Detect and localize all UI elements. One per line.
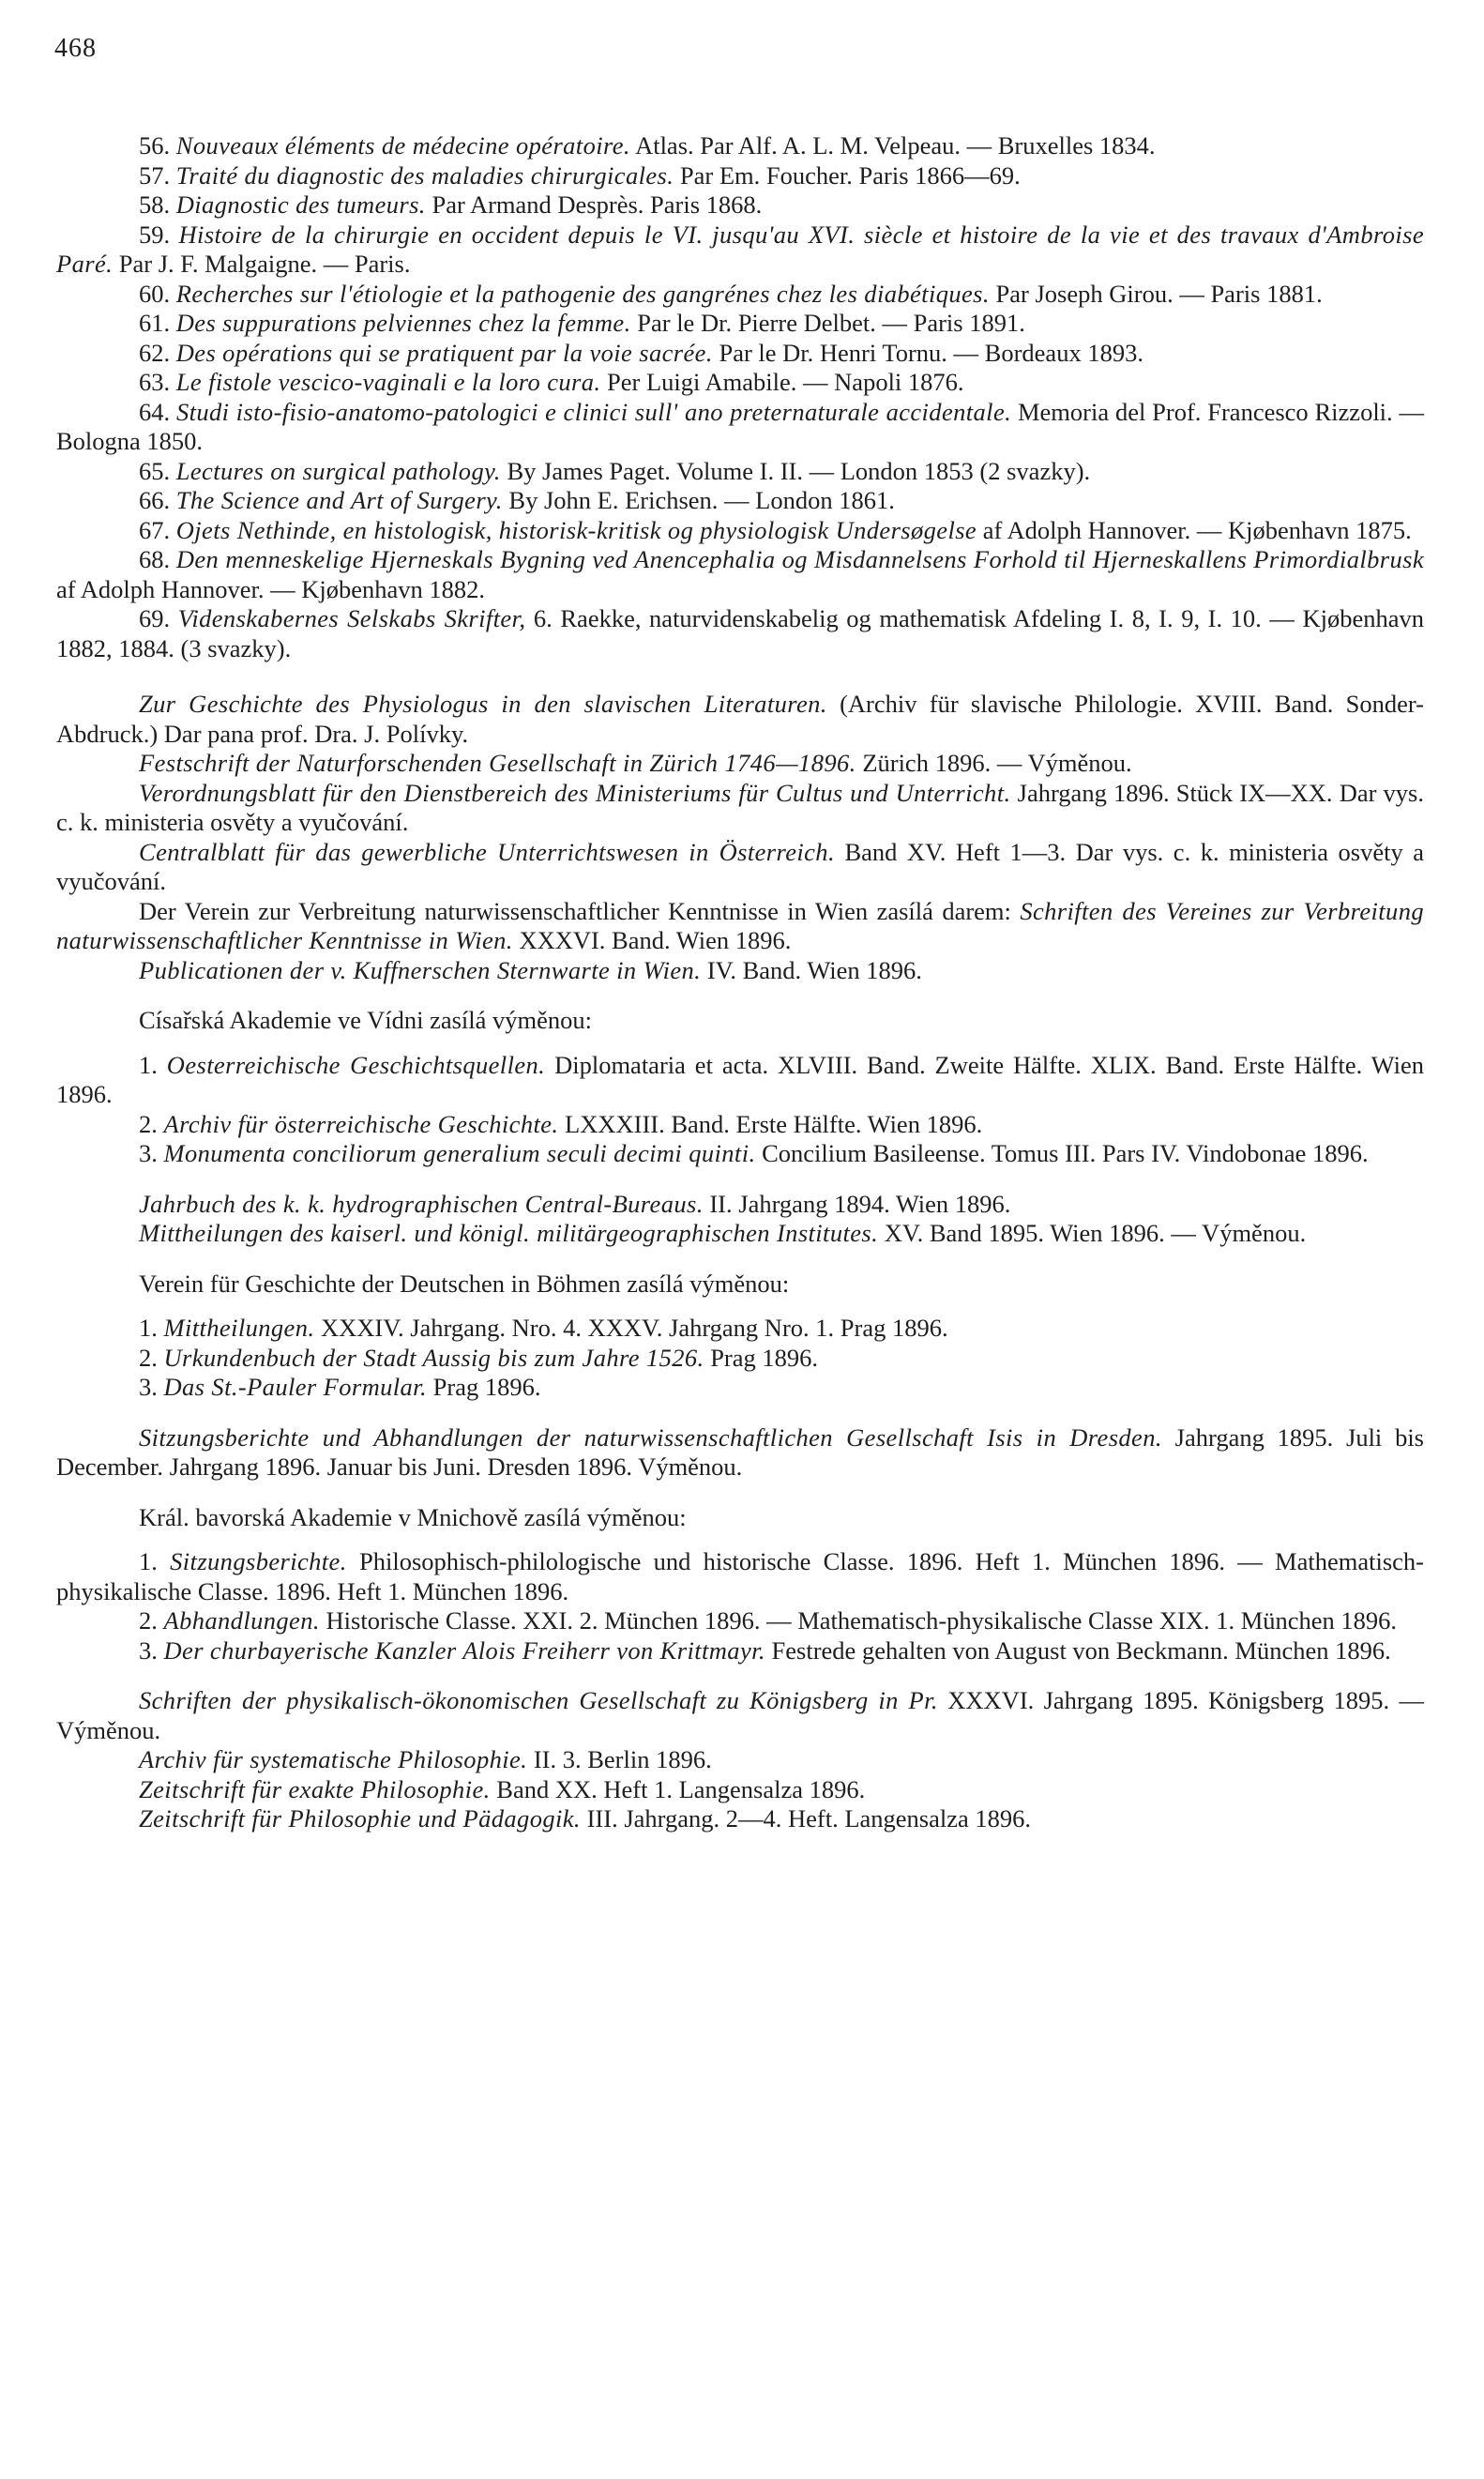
list-item: 61. Des suppurations pelviennes chez la femme. Par le Dr. Pierre Delbet. — Paris 1891. bbox=[139, 309, 1025, 337]
list-item: 1. Mittheilungen. XXXIV. Jahrgang. Nro. 4. XXXV. Jahrgang Nro. 1. Prag 1896. bbox=[139, 1314, 948, 1342]
list-item: 60. Recherches sur l'étiologie et la pathogenie des gangrénes chez les diabétiques. Par Joseph Girou. — Paris 1881. bbox=[139, 279, 1323, 308]
section-items bbox=[56, 1547, 1424, 1665]
list-item: 66. The Science and Art of Surgery. By John E. Erichsen. — London 1861. bbox=[139, 486, 895, 514]
list-item: Der Verein zur Verbreitung naturwissenschaftlicher Kenntnisse in Wien zasílá darem: Schriften des Vereines zur Verbreitung naturwissenschaftlicher Kenntnisse in Wien. XXXVI. Band. Wien 1896. bbox=[56, 896, 1424, 954]
isis-section bbox=[56, 1423, 1424, 1483]
periodicals-block-3 bbox=[56, 1686, 1424, 1834]
list-item: Zur Geschichte des Physiologus in den slavischen Literaturen. (Archiv für slavische Philologie. XVIII. Band. Sonder-Abdruck.) Dar pana prof. Dra. J. Polívky. bbox=[56, 690, 1424, 748]
section-heading: Císařská Akademie ve Vídni zasílá výměnou: bbox=[139, 1006, 593, 1034]
list-item: 67. Ojets Nethinde, en histologisk, historisk-kritisk og physiologisk Undersøgelse af Adolph Hannover. — Kjøbenhavn 1875. bbox=[139, 515, 1412, 544]
section-items bbox=[56, 1051, 1424, 1169]
section-heading: Král. bavorská Akademie v Mnichově zasílá výměnou: bbox=[139, 1502, 687, 1531]
list-item: 56. Nouveaux éléments de médecine opératoire. Atlas. Par Alf. A. L. M. Velpeau. — Bruxelles 1834. bbox=[139, 131, 1156, 160]
list-item: 2. Abhandlungen. Historische Classe. XXI. 2. München 1896. — Mathematisch-physikalische Classe XIX. 1. München 1896. bbox=[139, 1606, 1398, 1635]
page-number: 468 bbox=[54, 34, 97, 63]
list-item: Archiv für systematische Philosophie. II. 3. Berlin 1896. bbox=[139, 1745, 712, 1773]
list-item: Festschrift der Naturforschenden Gesellschaft in Zürich 1746—1896. Zürich 1896. — Výměnou. bbox=[139, 749, 1132, 777]
list-item: 59. Histoire de la chirurgie en occident depuis le VI. jusqu'au XVI. siècle et histoire de la vie et des travaux d'Ambroise Paré. Par J. F. Malgaigne. — Paris. bbox=[56, 220, 1424, 278]
list-item: 3. Der churbayerische Kanzler Alois Freiherr von Krittmayr. Festrede gehalten von August von Beckmann. München 1896. bbox=[139, 1635, 1391, 1665]
periodicals-block-2 bbox=[56, 1190, 1424, 1249]
list-item: Verordnungsblatt für den Dienstbereich des Ministeriums für Cultus und Unterricht. Jahrgang 1896. Stück IX—XX. Dar vys. c. k. ministeria osvěty a vyučování. bbox=[56, 778, 1424, 836]
munich-academy-section bbox=[56, 1503, 1424, 1666]
numbered-entries bbox=[56, 131, 1424, 663]
list-item: 65. Lectures on surgical pathology. By James Paget. Volume I. II. — London 1853 (2 svazky). bbox=[139, 456, 1091, 485]
list-item: Publicationen der v. Kuffnerschen Sternwarte in Wien. IV. Band. Wien 1896. bbox=[139, 955, 922, 984]
list-item: 62. Des opérations qui se pratiquent par la voie sacrée. Par le Dr. Henri Tornu. — Bordeaux 1893. bbox=[139, 338, 1143, 367]
list-item: 1. Oesterreichische Geschichtsquellen. Diplomataria et acta. XLVIII. Band. Zweite Hälfte. XLIX. Band. Erste Hälfte. Wien 1896. bbox=[56, 1050, 1425, 1108]
list-item: 57. Traité du diagnostic des maladies chirurgicales. Par Em. Foucher. Paris 1866—69. bbox=[139, 160, 1021, 190]
periodicals-block-1 bbox=[56, 690, 1424, 985]
list-item: Jahrbuch des k. k. hydrographischen Central-Bureaus. II. Jahrgang 1894. Wien 1896. bbox=[139, 1189, 1011, 1218]
list-item: Mittheilungen des kaiserl. und königl. militärgeographischen Institutes. XV. Band 1895. Wien 1896. — Výměnou. bbox=[139, 1219, 1307, 1247]
list-item: Zeitschrift für Philosophie und Pädagogik. III. Jahrgang. 2—4. Heft. Langensalza 1896. bbox=[139, 1804, 1032, 1833]
list-item: Sitzungsberichte und Abhandlungen der naturwissenschaftlichen Gesellschaft Isis in Dresden. Jahrgang 1895. Juli bis December. Jahrgang 1896. Januar bis Juni. Dresden 1896. Výměnou. bbox=[56, 1422, 1424, 1481]
list-item: 63. Le fistole vescico-vaginali e la loro cura. Per Luigi Amabile. — Napoli 1876. bbox=[139, 368, 964, 396]
list-item: Zeitschrift für exakte Philosophie. Band XX. Heft 1. Langensalza 1896. bbox=[139, 1774, 866, 1803]
document-body bbox=[56, 131, 1424, 1834]
vienna-academy-section bbox=[56, 1006, 1424, 1169]
section-heading: Verein für Geschichte der Deutschen in Böhmen zasílá výměnou: bbox=[139, 1269, 790, 1298]
list-item: Centralblatt für das gewerbliche Unterrichtswesen in Österreich. Band XV. Heft 1—3. Dar vys. c. k. ministeria osvěty a vyučování. bbox=[56, 837, 1425, 895]
bohemia-verein-section bbox=[56, 1270, 1424, 1403]
list-item: 2. Urkundenbuch der Stadt Aussig bis zum Jahre 1526. Prag 1896. bbox=[139, 1343, 819, 1372]
list-item: 2. Archiv für österreichische Geschichte. LXXXIII. Band. Erste Hälfte. Wien 1896. bbox=[139, 1109, 983, 1138]
list-item: 64. Studi isto-fisio-anatomo-patologici e clinici sull' ano preternaturale accidentale. Memoria del Prof. Francesco Rizzoli. — Bologna 1850. bbox=[56, 397, 1425, 455]
list-item: 1. Sitzungsberichte. Philosophisch-philologische und historische Classe. 1896. Heft 1. München 1896. — Mathematisch-physikalische Classe. 1896. Heft 1. München 1896. bbox=[56, 1547, 1425, 1605]
section-items bbox=[56, 1314, 1424, 1403]
list-item: Schriften der physikalisch-ökonomischen Gesellschaft zu Königsberg in Pr. XXXVI. Jahrgang 1895. Königsberg 1895. — Výměnou. bbox=[56, 1686, 1424, 1744]
list-item: 3. Monumenta conciliorum generalium seculi decimi quinti. Concilium Basileense. Tomus III. Pars IV. Vindobonae 1896. bbox=[139, 1139, 1369, 1167]
list-item: 68. Den menneskelige Hjerneskals Bygning ved Anencephalia og Misdannelsens Forhold til Hjerneskallens Primordialbrusk af Adolph Hannover. — Kjøbenhavn 1882. bbox=[56, 545, 1424, 603]
list-item: 58. Diagnostic des tumeurs. Par Armand Desprès. Paris 1868. bbox=[139, 190, 763, 219]
list-item: 69. Videnskabernes Selskabs Skrifter, 6. Raekke, naturvidenskabelig og mathematisk Afdeling I. 8, I. 9, I. 10. — Kjøbenhavn 1882, 1884. (3 svazky). bbox=[56, 604, 1424, 662]
list-item: 3. Das St.-Pauler Formular. Prag 1896. bbox=[139, 1373, 541, 1401]
